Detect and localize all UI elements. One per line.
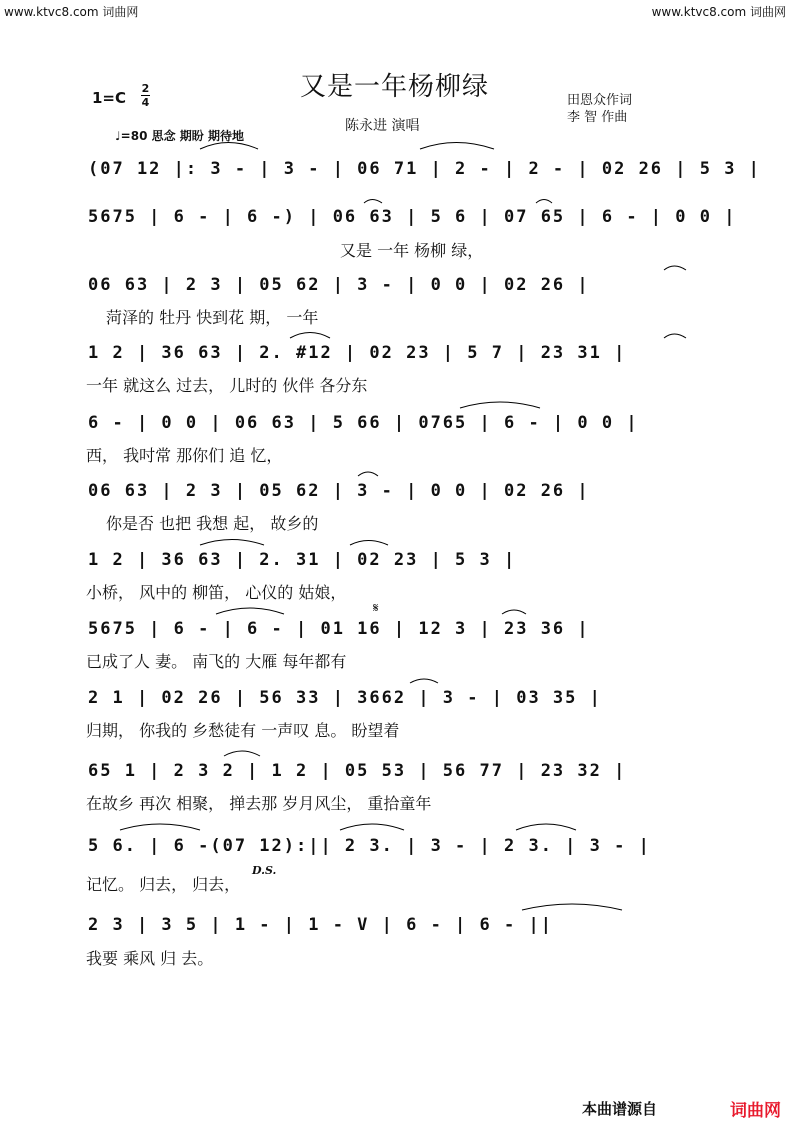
- notes-row-6: 06 63 | 2 3 | 05 62 | 3 - | 0 0 | 02 26 |: [88, 481, 590, 501]
- lyrics-row-10: 在故乡 再次 相聚， 掸去那 岁月风尘， 重拾童年: [86, 794, 432, 813]
- lyrics-row-11: 记忆。 归去， 归去，: [86, 875, 241, 894]
- slur-arc: [340, 824, 404, 830]
- lyrics-row-4: 一年 就这么 过去， 儿时的 伙伴 各分东: [86, 376, 368, 395]
- singer-credit: 陈永进 演唱: [345, 118, 420, 134]
- lyrics-row-6: 你是否 也把 我想 起， 故乡的: [106, 514, 319, 533]
- key-signature: 1=C: [92, 89, 127, 107]
- slur-arc: [516, 824, 576, 830]
- meter-top: 2: [141, 82, 150, 95]
- slur-arc: [120, 824, 200, 830]
- notes-row-8: 5675 | 6 - | 6 - | 01 16 | 12 3 | 23 36 |: [88, 619, 590, 639]
- slur-arc: [350, 541, 388, 546]
- notes-row-2: 5675 | 6 - | 6 -) | 06 63 | 5 6 | 07 65 | 6 - | 0 0 |: [88, 207, 737, 227]
- lyrics-row-5: 西， 我吋常 那你们 追 忆，: [86, 446, 283, 465]
- header-site-right: www.ktvc8.com 词曲网: [651, 5, 786, 19]
- lyrics-row-3: 菏泽的 牡丹 快到花 期， 一年: [106, 308, 319, 327]
- slur-arc: [502, 610, 526, 614]
- footer-brand-logo: 词曲网: [730, 1101, 781, 1121]
- slur-arc: [216, 608, 284, 614]
- slur-arc: [522, 904, 622, 910]
- notes-row-3: 06 63 | 2 3 | 05 62 | 3 - | 0 0 | 02 26 |: [88, 275, 590, 295]
- notes-row-12: 2 3 | 3 5 | 1 - | 1 - V | 6 - | 6 - ||: [88, 915, 553, 935]
- slur-arc: [410, 679, 438, 683]
- lyrics-row-2: 又是 一年 杨柳 绿，: [340, 241, 484, 260]
- tempo-marking: ♩=80 思念 期盼 期待地: [115, 129, 244, 143]
- slur-arc: [290, 333, 330, 339]
- notes-row-9: 2 1 | 02 26 | 56 33 | 3662 | 3 - | 03 35 |: [88, 688, 602, 708]
- notes-row-4: 1 2 | 36 63 | 2. #12 | 02 23 | 5 7 | 23 31 |: [88, 343, 627, 363]
- song-title: 又是一年杨柳绿: [300, 72, 490, 102]
- slur-arc: [420, 143, 494, 150]
- meter-bottom: 4: [141, 96, 150, 109]
- footer-source-text: 本曲谱源自: [582, 1100, 658, 1118]
- lyrics-row-8: 已成了人 妻。 南飞的 大雁 每年都有: [86, 652, 347, 671]
- slur-arc: [364, 200, 382, 204]
- lyrics-row-7: 小桥， 风中的 柳笛， 心仪的 姑娘，: [86, 583, 347, 602]
- notes-row-5: 6 - | 0 0 | 06 63 | 5 66 | 0765 | 6 - | 0 0 |: [88, 413, 639, 433]
- slur-arc: [224, 751, 260, 756]
- lyrics-row-9: 归期， 你我的 乡愁徒有 一声叹 息。 盼望着: [86, 721, 400, 740]
- notes-row-7: 1 2 | 36 63 | 2. 31 | 02 23 | 5 3 |: [88, 550, 517, 570]
- slur-arc: [200, 143, 258, 150]
- lyrics-row-12: 我要 乘风 归 去。: [86, 949, 214, 968]
- composer-credit: 李 智 作曲: [567, 110, 628, 125]
- slur-arc: [358, 472, 378, 476]
- segno-sign: 𝄋: [373, 601, 379, 616]
- notes-row-11: 5 6. | 6 -(07 12):|| 2 3. | 3 - | 2 3. | 3 - |: [88, 836, 651, 856]
- notes-row-10: 65 1 | 2 3 2 | 1 2 | 05 53 | 56 77 | 23 32 |: [88, 761, 627, 781]
- slur-arc: [536, 200, 552, 204]
- lyricist-credit: 田恩众作词: [567, 93, 633, 108]
- slur-arc: [664, 266, 686, 270]
- slur-arc: [200, 540, 264, 546]
- slur-arc: [460, 402, 540, 408]
- ds-mark: D.S.: [252, 864, 277, 877]
- notes-row-1: (07 12 |: 3 - | 3 - | 06 71 | 2 - | 2 - | 02 26 | 5 3 |: [88, 159, 761, 179]
- header-site-left: www.ktvc8.com 词曲网: [4, 5, 139, 19]
- slur-arc: [664, 334, 686, 338]
